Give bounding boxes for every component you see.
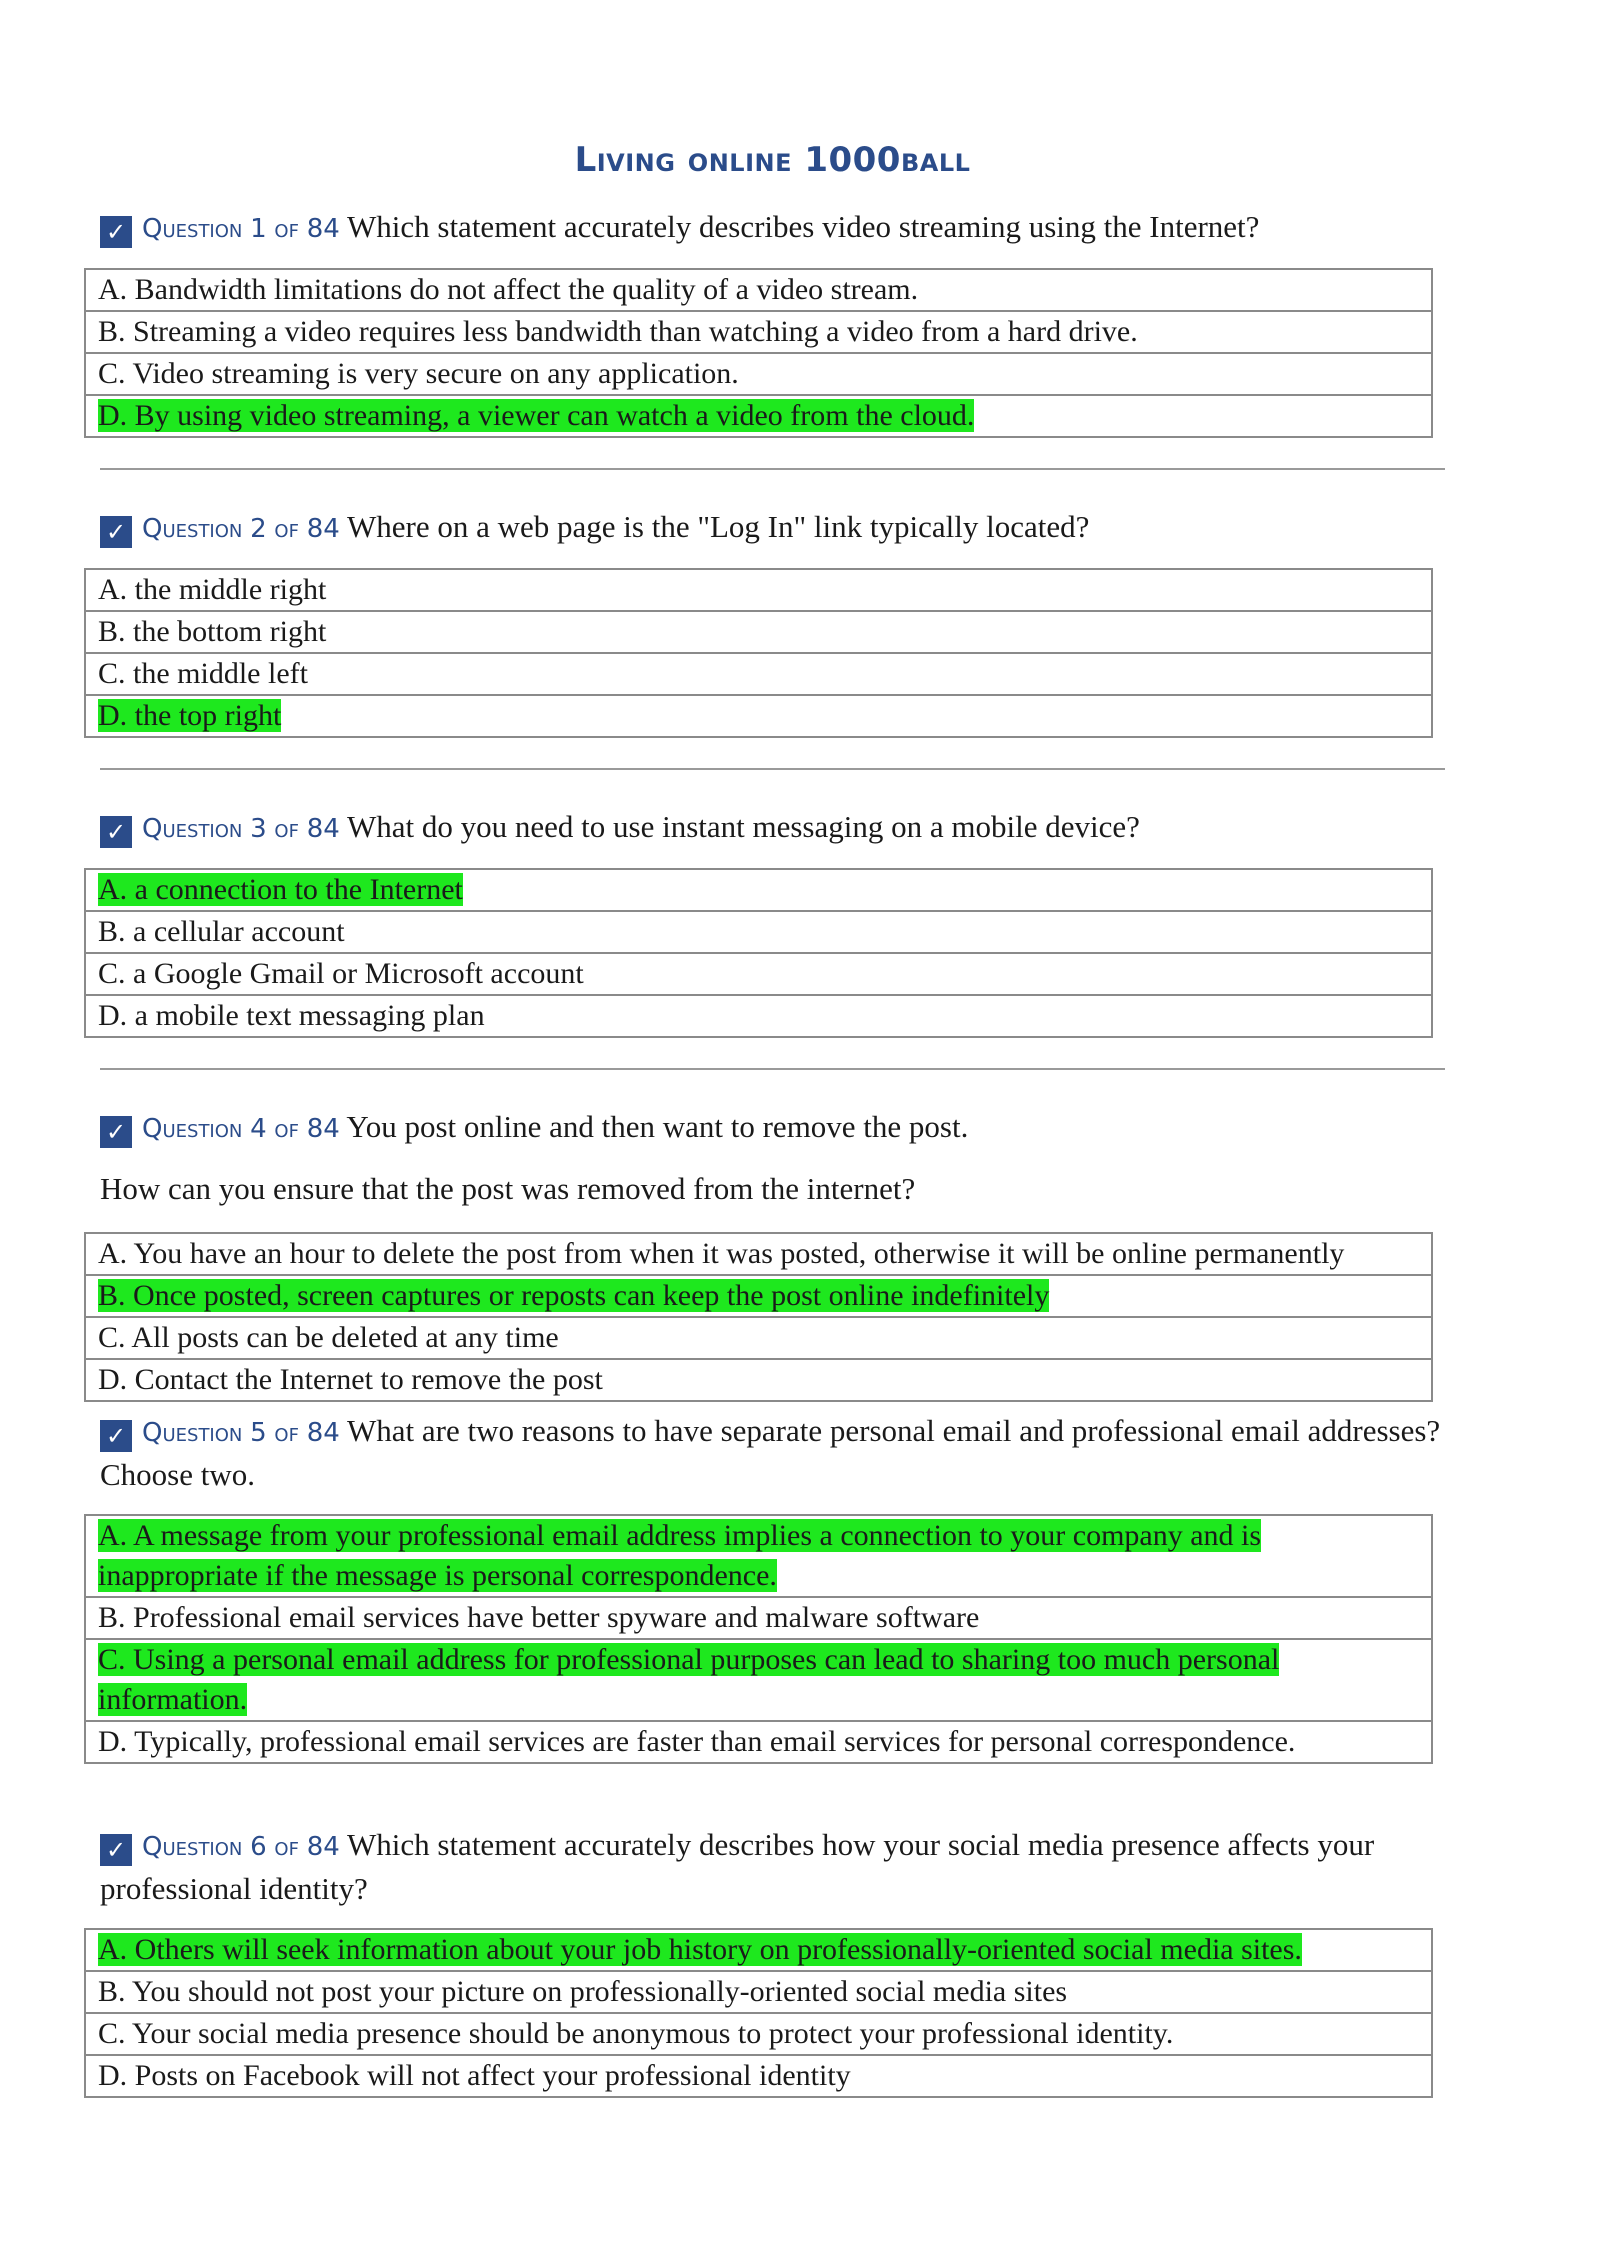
answer-option-correct (86, 1930, 1431, 1970)
answer-text: A. Bandwidth limitations do not affect the quality of a video stream. (98, 273, 919, 306)
question-total: 84 (306, 1114, 340, 1144)
question-number: 5 (250, 1418, 267, 1448)
answer-text-highlighted: A. A message from your professional email address implies a connection to your company and is inappropriate if the message is personal correspondence. (98, 1519, 1262, 1592)
answer-text: C. Video streaming is very secure on any application. (98, 357, 739, 390)
question-text: Which statement accurately describes video streaming using the Internet? (347, 209, 1260, 244)
question-total: 84 (306, 514, 340, 544)
checkbox-checked-icon: ✓ (100, 1420, 132, 1452)
question-label: Question (142, 514, 243, 544)
answer-text: D. Typically, professional email services are faster than email services for personal correspondence. (98, 1725, 1296, 1758)
answer-list (84, 1232, 1433, 1402)
checkbox-checked-icon: ✓ (100, 516, 132, 548)
question-1 (100, 206, 1445, 438)
answer-text-highlighted: C. Using a personal email address for professional purposes can lead to sharing too much personal information. (98, 1643, 1280, 1716)
answer-text-highlighted: A. Others will seek information about your job history on professionally-oriented social media sites. (98, 1933, 1302, 1966)
answer-text: C. a Google Gmail or Microsoft account (98, 957, 584, 990)
answer-text-highlighted: B. Once posted, screen captures or reposts can keep the post online indefinitely (98, 1279, 1050, 1312)
answer-option (86, 994, 1431, 1036)
answer-option-correct (86, 694, 1431, 736)
question-text: You post online and then want to remove the post. (346, 1109, 969, 1144)
question-header (100, 506, 1445, 550)
checkbox-checked-icon: ✓ (100, 216, 132, 248)
question-5 (100, 1410, 1445, 1764)
of-label: of (274, 814, 299, 844)
question-number: 4 (250, 1114, 267, 1144)
question-3 (100, 806, 1445, 1038)
question-label: Question (142, 1832, 243, 1862)
answer-text: B. the bottom right (98, 615, 327, 648)
answer-text-highlighted: D. By using video streaming, a viewer can watch a video from the cloud. (98, 399, 975, 432)
answer-option (86, 270, 1431, 310)
question-label: Question (142, 214, 243, 244)
answer-text: A. the middle right (98, 573, 327, 606)
checkbox-checked-icon: ✓ (100, 816, 132, 848)
answer-list (84, 268, 1433, 438)
question-label: Question (142, 814, 243, 844)
answer-text: D. Posts on Facebook will not affect your professional identity (98, 2059, 851, 2092)
of-label: of (274, 1114, 299, 1144)
question-total: 84 (306, 214, 340, 244)
separator-line (100, 468, 1445, 470)
answer-text: C. All posts can be deleted at any time (98, 1321, 559, 1354)
answer-option (86, 652, 1431, 694)
of-label: of (274, 1418, 299, 1448)
answer-option (86, 1720, 1431, 1762)
answer-text-highlighted: A. a connection to the Internet (98, 873, 463, 906)
question-text: Where on a web page is the "Log In" link typically located? (347, 509, 1090, 544)
question-header (100, 806, 1445, 850)
answer-option (86, 1316, 1431, 1358)
question-text: Which statement accurately describes how your social media presence affects your professional identity? (100, 1827, 1375, 1906)
answer-text: B. Streaming a video requires less bandwidth than watching a video from a hard drive. (98, 315, 1138, 348)
question-header (100, 1106, 1445, 1150)
question-total: 84 (306, 1418, 340, 1448)
answer-option (86, 570, 1431, 610)
answer-option (86, 2054, 1431, 2096)
question-number: 3 (250, 814, 267, 844)
answer-option (86, 610, 1431, 652)
answer-text: D. Contact the Internet to remove the post (98, 1363, 603, 1396)
answer-text: D. a mobile text messaging plan (98, 999, 485, 1032)
answer-option (86, 310, 1431, 352)
answer-text: B. Professional email services have better spyware and malware software (98, 1601, 980, 1634)
question-total: 84 (306, 1832, 340, 1862)
question-label: Question (142, 1418, 243, 1448)
answer-text: C. the middle left (98, 657, 308, 690)
answer-text: A. You have an hour to delete the post from when it was posted, otherwise it will be online permanently (98, 1237, 1345, 1270)
question-2 (100, 506, 1445, 738)
question-4 (100, 1106, 1445, 1402)
answer-list (84, 868, 1433, 1038)
question-number: 1 (250, 214, 267, 244)
answer-option (86, 2012, 1431, 2054)
answer-text-highlighted: D. the top right (98, 699, 282, 732)
separator-line (100, 1068, 1445, 1070)
answer-list (84, 1514, 1433, 1764)
answer-list (84, 1928, 1433, 2098)
answer-option (86, 1358, 1431, 1400)
document-page (100, 140, 1445, 2098)
checkbox-checked-icon: ✓ (100, 1834, 132, 1866)
question-subtext: How can you ensure that the post was removed from the internet? (100, 1171, 916, 1206)
of-label: of (274, 1832, 299, 1862)
answer-option-correct (86, 1638, 1431, 1720)
answer-text: B. You should not post your picture on professionally-oriented social media sites (98, 1975, 1068, 2008)
answer-text: B. a cellular account (98, 915, 345, 948)
question-header (100, 1824, 1445, 1910)
document-title: Living online 1000ball (574, 140, 971, 180)
answer-option-correct (86, 1274, 1431, 1316)
answer-option-correct (86, 1516, 1431, 1596)
of-label: of (274, 214, 299, 244)
question-text: What are two reasons to have separate personal email and professional email addresses? Choose two. (100, 1413, 1441, 1492)
question-6 (100, 1824, 1445, 2098)
answer-option (86, 1596, 1431, 1638)
question-number: 6 (250, 1832, 267, 1862)
answer-list (84, 568, 1433, 738)
question-number: 2 (250, 514, 267, 544)
answer-option-correct (86, 394, 1431, 436)
checkbox-checked-icon: ✓ (100, 1116, 132, 1148)
of-label: of (274, 514, 299, 544)
answer-option (86, 952, 1431, 994)
question-text: What do you need to use instant messaging on a mobile device? (347, 809, 1140, 844)
question-total: 84 (306, 814, 340, 844)
question-header (100, 206, 1445, 250)
answer-text: C. Your social media presence should be anonymous to protect your professional identity. (98, 2017, 1174, 2050)
answer-option (86, 1234, 1431, 1274)
question-header (100, 1410, 1445, 1496)
answer-option (86, 352, 1431, 394)
question-label: Question (142, 1114, 243, 1144)
answer-option (86, 910, 1431, 952)
answer-option (86, 1970, 1431, 2012)
answer-option-correct (86, 870, 1431, 910)
separator-line (100, 768, 1445, 770)
